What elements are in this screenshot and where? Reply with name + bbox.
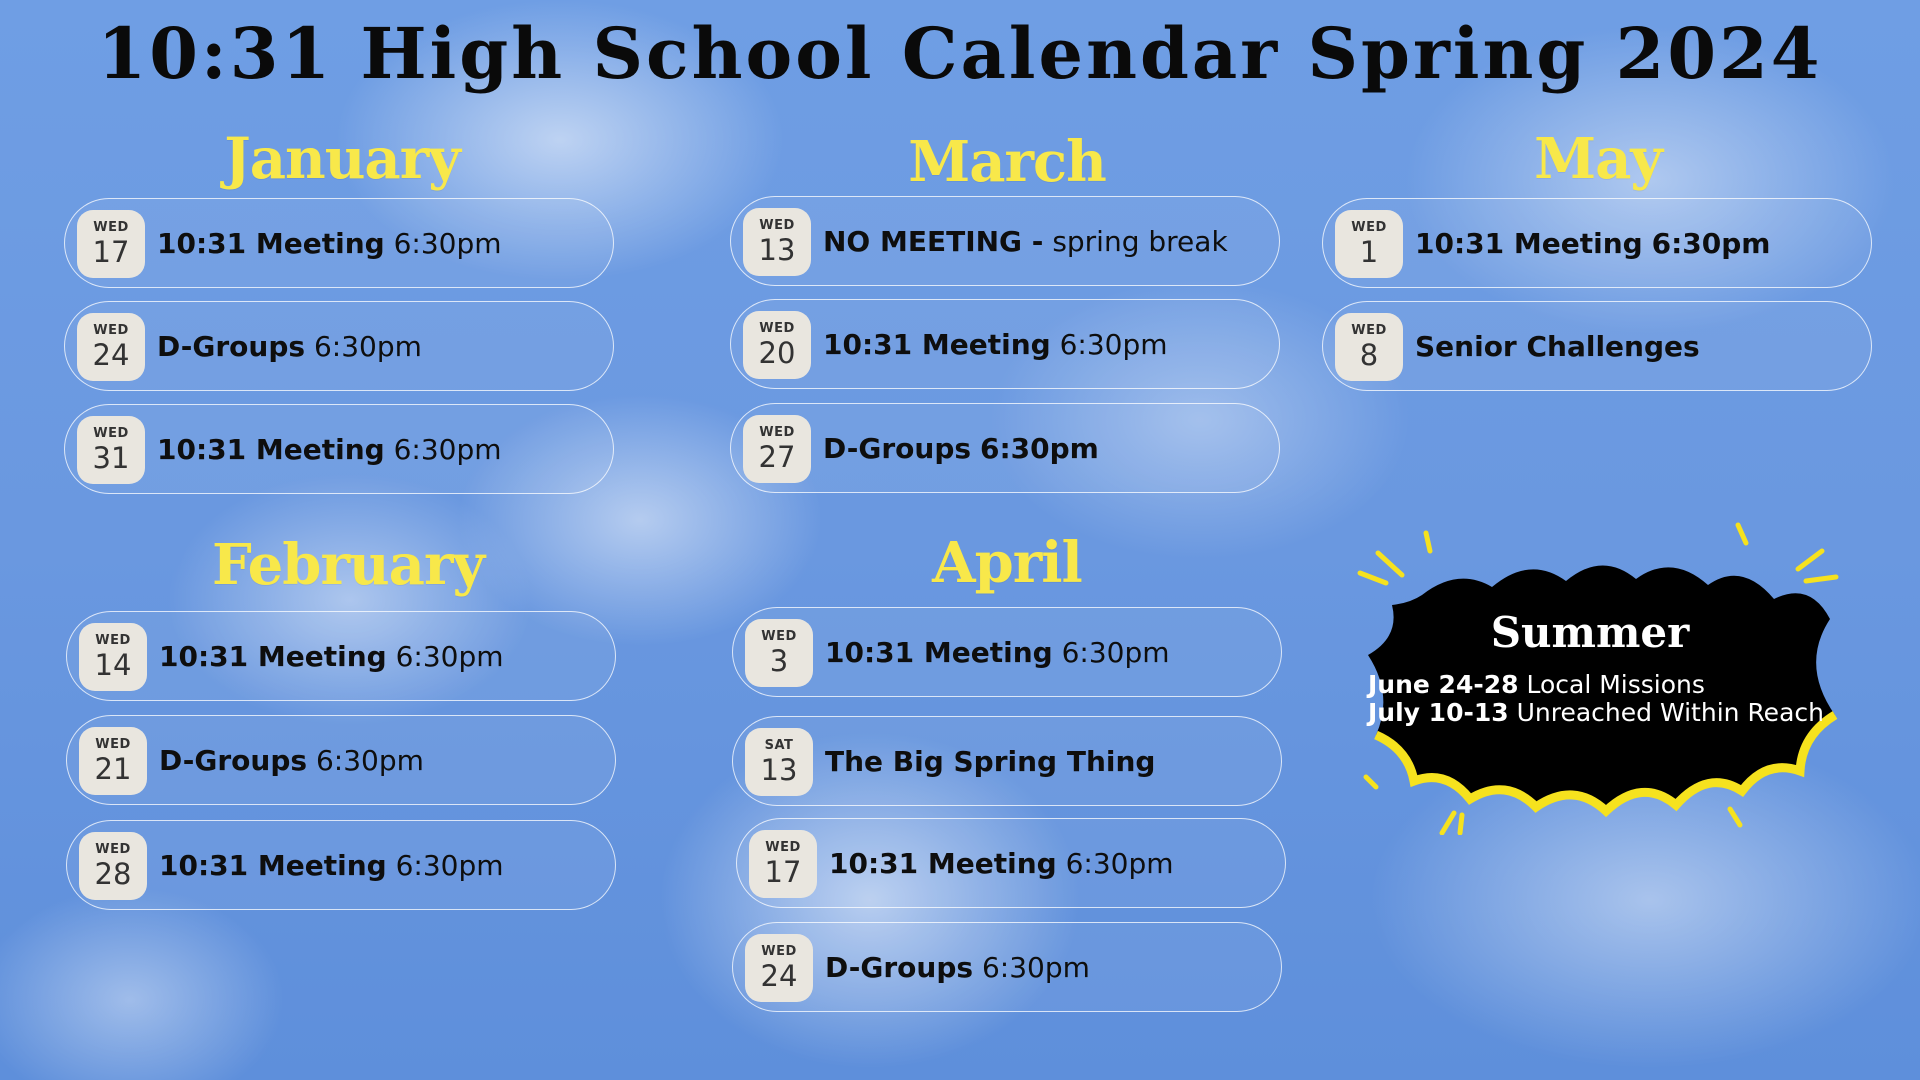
event-card[interactable] (64, 404, 614, 494)
day-of-week: WED (1351, 220, 1387, 235)
date-tile (743, 208, 811, 276)
day-of-week: WED (761, 629, 797, 644)
day-number: 21 (94, 752, 132, 786)
event-text (823, 404, 1099, 494)
date-tile (77, 313, 145, 381)
date-tile (79, 623, 147, 691)
event-name: 10:31 Meeting (829, 847, 1057, 880)
day-number: 24 (760, 959, 798, 993)
month-heading-april: April (932, 530, 1082, 596)
day-number: 13 (758, 233, 796, 267)
event-card[interactable] (66, 611, 616, 701)
day-number: 1 (1359, 235, 1379, 269)
day-number: 28 (94, 857, 132, 891)
day-of-week: WED (95, 737, 131, 752)
event-time: 6:30pm (1065, 847, 1174, 880)
day-of-week: WED (93, 426, 129, 441)
date-tile (79, 832, 147, 900)
event-name: 10:31 Meeting (159, 849, 387, 882)
event-time: 6:30pm (395, 849, 504, 882)
event-text (1415, 199, 1770, 289)
event-text (1415, 302, 1700, 392)
date-tile (743, 311, 811, 379)
event-text (159, 612, 504, 702)
day-of-week: WED (93, 220, 129, 235)
summer-item-dates: June 24-28 (1368, 670, 1519, 699)
day-of-week: SAT (764, 738, 794, 753)
event-time: spring break (1052, 225, 1228, 258)
event-name: 10:31 Meeting (157, 433, 385, 466)
summer-item-dates: July 10-13 (1368, 698, 1509, 727)
day-number: 8 (1359, 338, 1379, 372)
day-number: 27 (758, 440, 796, 474)
day-of-week: WED (1351, 323, 1387, 338)
event-name: The Big Spring Thing (825, 745, 1156, 778)
event-text (159, 821, 504, 911)
date-tile (77, 210, 145, 278)
day-of-week: WED (95, 633, 131, 648)
event-time: 6:30pm (393, 433, 502, 466)
event-card[interactable] (732, 922, 1282, 1012)
date-tile (745, 934, 813, 1002)
day-number: 17 (764, 855, 802, 889)
event-card[interactable] (730, 196, 1280, 286)
event-name: 10:31 Meeting (1415, 227, 1643, 260)
event-text (823, 197, 1228, 287)
event-time: 6:30pm (395, 640, 504, 673)
event-time: 6:30pm (313, 330, 422, 363)
date-tile (1335, 210, 1403, 278)
day-of-week: WED (759, 321, 795, 336)
event-text (825, 717, 1155, 807)
event-text (825, 923, 1090, 1013)
day-number: 24 (92, 338, 130, 372)
summer-item-label: Unreached Within Reach (1516, 698, 1824, 727)
event-time: 6:30pm (315, 744, 424, 777)
date-tile (745, 728, 813, 796)
event-card[interactable] (1322, 198, 1872, 288)
event-name: 10:31 Meeting (157, 227, 385, 260)
day-number: 13 (760, 753, 798, 787)
event-time: 6:30pm (1651, 227, 1771, 260)
event-card[interactable] (730, 403, 1280, 493)
day-number: 17 (92, 235, 130, 269)
event-time: 6:30pm (979, 432, 1099, 465)
day-number: 14 (94, 648, 132, 682)
date-tile (743, 415, 811, 483)
event-text (829, 819, 1174, 909)
day-of-week: WED (765, 840, 801, 855)
event-card[interactable] (736, 818, 1286, 908)
event-card[interactable] (1322, 301, 1872, 391)
summer-item (1368, 670, 1705, 699)
summer-item (1368, 698, 1824, 727)
event-text (825, 608, 1170, 698)
day-of-week: WED (759, 425, 795, 440)
event-card[interactable] (66, 715, 616, 805)
month-heading-march: March (908, 129, 1106, 195)
event-text (157, 405, 502, 495)
event-card[interactable] (64, 301, 614, 391)
day-of-week: WED (761, 944, 797, 959)
event-name: D-Groups (159, 744, 308, 777)
summer-item-label: Local Missions (1526, 670, 1705, 699)
month-heading-february: February (211, 532, 485, 598)
event-name: 10:31 Meeting (825, 636, 1053, 669)
date-tile (1335, 313, 1403, 381)
summer-title: Summer (1490, 608, 1690, 657)
date-tile (79, 727, 147, 795)
event-name: D-Groups (157, 330, 306, 363)
event-time: 6:30pm (1061, 636, 1170, 669)
date-tile (749, 830, 817, 898)
day-of-week: WED (759, 218, 795, 233)
event-text (157, 302, 422, 392)
event-time: 6:30pm (981, 951, 1090, 984)
date-tile (745, 619, 813, 687)
day-number: 20 (758, 336, 796, 370)
event-time: 6:30pm (1059, 328, 1168, 361)
month-heading-january: January (224, 126, 460, 192)
day-number: 3 (769, 644, 789, 678)
event-text (157, 199, 502, 289)
event-text (159, 716, 424, 806)
event-name: Senior Challenges (1415, 330, 1700, 363)
month-heading-may: May (1534, 126, 1662, 192)
day-of-week: WED (95, 842, 131, 857)
event-card[interactable] (732, 716, 1282, 806)
event-card[interactable] (66, 820, 616, 910)
event-time: 6:30pm (393, 227, 502, 260)
page-title: 10:31 High School Calendar Spring 2024 (97, 12, 1823, 95)
date-tile (77, 416, 145, 484)
event-card[interactable] (730, 299, 1280, 389)
day-number: 31 (92, 441, 130, 475)
event-card[interactable] (732, 607, 1282, 697)
event-name: D-Groups (823, 432, 972, 465)
event-name: 10:31 Meeting (823, 328, 1051, 361)
event-card[interactable] (64, 198, 614, 288)
event-name: NO MEETING - (823, 225, 1044, 258)
day-of-week: WED (93, 323, 129, 338)
event-name: D-Groups (825, 951, 974, 984)
event-text (823, 300, 1168, 390)
event-name: 10:31 Meeting (159, 640, 387, 673)
